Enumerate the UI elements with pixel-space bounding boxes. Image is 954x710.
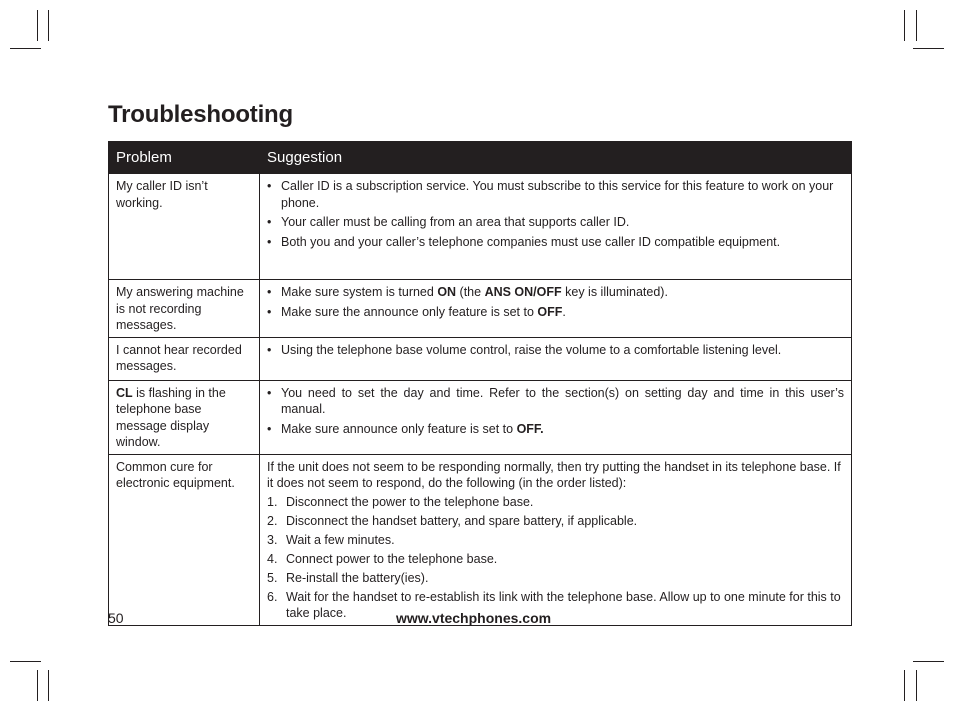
list-item: 5. Re-install the battery(ies). — [267, 570, 429, 585]
list-item: • Caller ID is a subscription service. You must subscribe to this service for this feature to work on your phone. — [267, 179, 834, 210]
page-title: Troubleshooting — [108, 101, 293, 128]
list-item: • Make sure announce only feature is set to OFF. — [267, 421, 544, 436]
crop-mark — [913, 661, 944, 662]
crop-mark — [916, 10, 917, 41]
bullet-icon: • — [267, 215, 272, 229]
list-item: • Both you and your caller’s telephone companies must use caller ID compatible equipment. — [267, 234, 781, 249]
table-row — [109, 380, 852, 454]
problem-cell: My answering machine is not recording messages. — [109, 280, 260, 338]
table-row — [109, 280, 852, 338]
table-row — [109, 174, 852, 280]
bullet-icon: • — [267, 179, 272, 193]
crop-mark — [916, 670, 917, 701]
suggestion-cell — [260, 380, 852, 454]
page-number: 50 — [108, 610, 124, 626]
table-header-row — [109, 142, 852, 174]
crop-mark — [37, 670, 38, 701]
list-item: 1. Disconnect the power to the telephone base. — [267, 494, 534, 509]
bullet-icon: • — [267, 234, 272, 249]
problem-cell: My caller ID isn’t working. — [109, 174, 260, 280]
list-item: • Make sure system is turned ON (the ANS ON/OFF key is illuminated). — [267, 285, 668, 299]
bullet-icon: • — [267, 421, 272, 436]
bullet-icon: • — [267, 385, 272, 400]
crop-mark — [904, 10, 905, 41]
list-item: 4. Connect power to the telephone base. — [267, 551, 498, 566]
crop-mark — [913, 48, 944, 49]
list-item: • You need to set the day and time. Refer to the section(s) on setting day and time in this user’s manual. — [267, 385, 844, 416]
bullet-icon: • — [267, 304, 272, 319]
table-row — [109, 337, 852, 380]
list-item: 2. Disconnect the handset battery, and spare battery, if applicable. — [267, 513, 638, 528]
column-header-suggestion: Suggestion — [260, 142, 852, 174]
crop-mark — [37, 10, 38, 41]
crop-mark — [10, 661, 41, 662]
crop-mark — [904, 670, 905, 701]
list-item: • Your caller must be calling from an area that supports caller ID. — [267, 215, 630, 229]
list-item: 3. Wait a few minutes. — [267, 532, 395, 547]
troubleshooting-table — [108, 141, 852, 626]
table-row — [109, 454, 852, 625]
problem-cell: Common cure for electronic equipment. — [109, 454, 260, 625]
crop-mark — [48, 670, 49, 701]
suggestion-cell — [260, 337, 852, 380]
column-header-problem: Problem — [109, 142, 260, 174]
suggestion-cell — [260, 280, 852, 338]
crop-mark — [10, 48, 41, 49]
problem-cell: CL is flashing in the telephone base message display window. — [109, 380, 260, 454]
bullet-icon: • — [267, 285, 272, 299]
crop-mark — [48, 10, 49, 41]
list-item: 6. Wait for the handset to re-establish its link with the telephone base. Allow up to one minute for this to take place. — [267, 589, 841, 620]
list-item: • Using the telephone base volume control, raise the volume to a comfortable listening level. — [267, 342, 782, 357]
footer-url: www.vtechphones.com — [396, 610, 552, 626]
list-item: • Make sure the announce only feature is set to OFF. — [267, 304, 566, 319]
bullet-icon: • — [267, 342, 272, 357]
problem-cell: I cannot hear recorded messages. — [109, 337, 260, 380]
suggestion-cell — [260, 174, 852, 280]
suggestion-intro: If the unit does not seem to be responding normally, then try putting the handset in its telephone base. If it does not seem to respond, do the following (in the order listed): — [267, 459, 841, 490]
suggestion-cell — [260, 454, 852, 625]
